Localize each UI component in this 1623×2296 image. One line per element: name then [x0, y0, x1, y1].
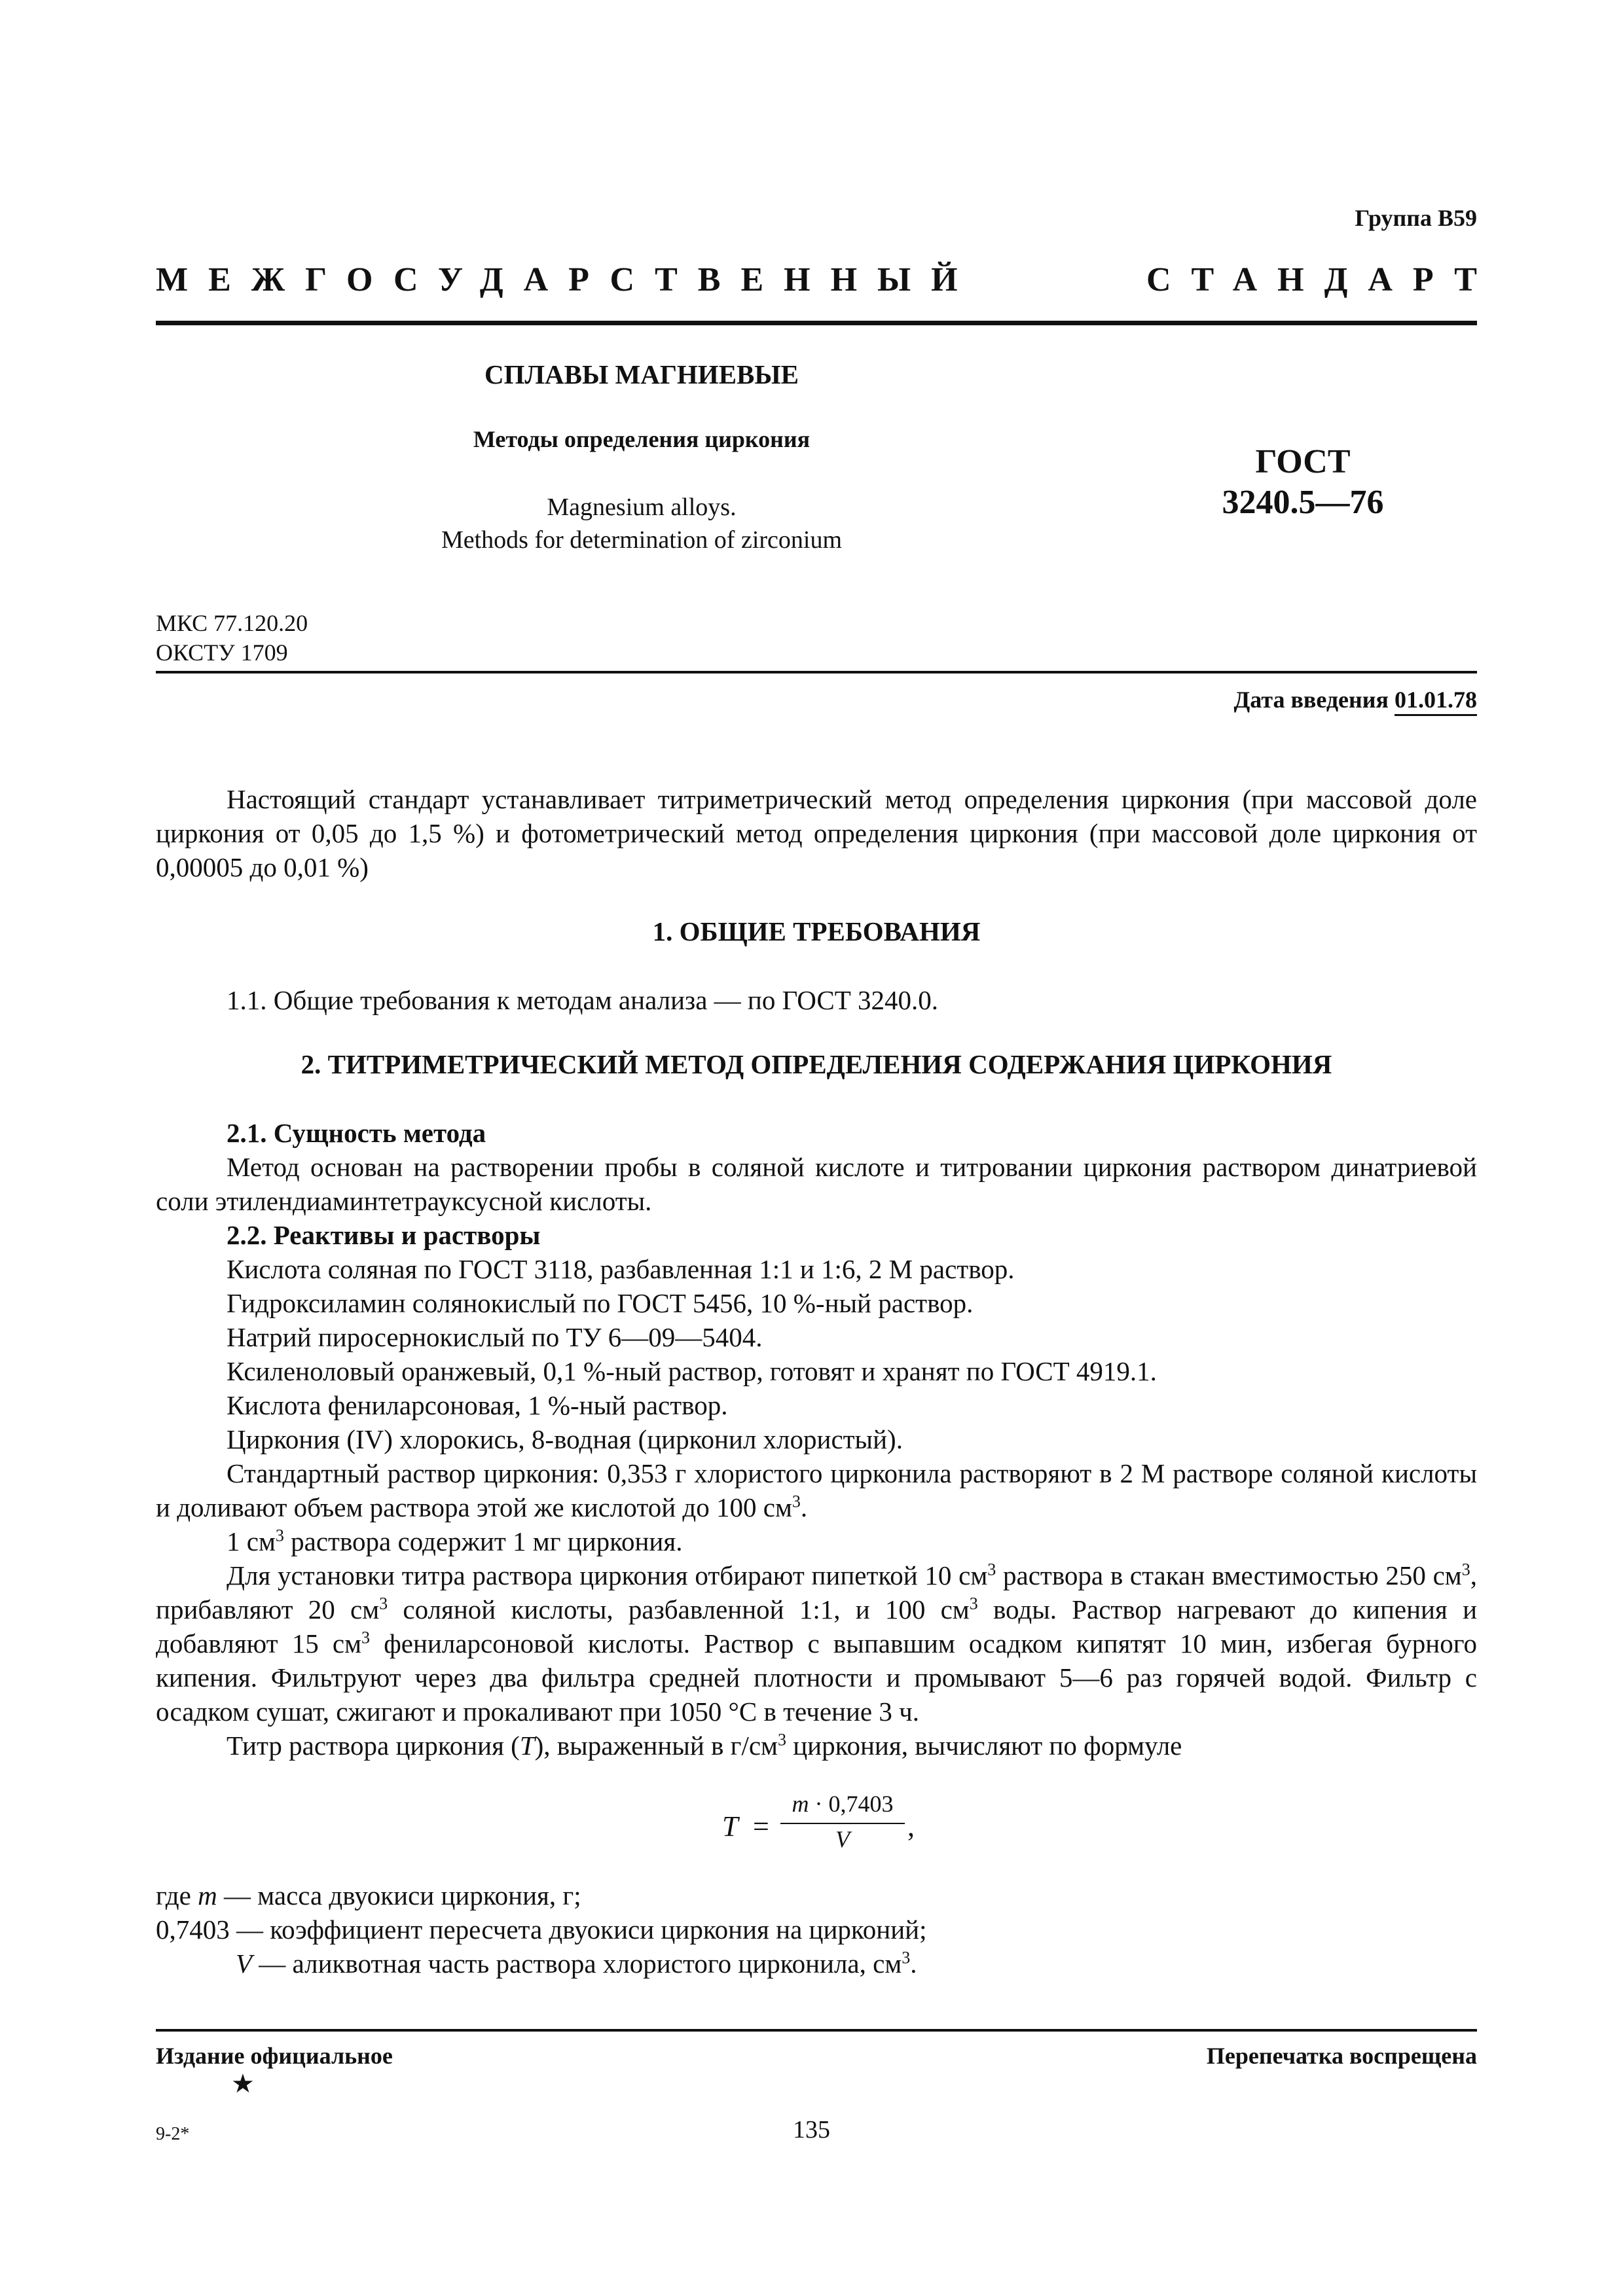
date-label: Дата введения: [1233, 687, 1389, 713]
reagent-item: Кислота соляная по ГОСТ 3118, разбавленная 1:1 и 1:6, 2 М раствор.: [227, 1254, 1015, 1284]
section-1-1: [156, 983, 1477, 1017]
legend-coefficient: 0,7403 — коэффициент пересчета двуокиси циркония на цирконий;: [156, 1914, 927, 1945]
star-icon: ★: [231, 2069, 255, 2098]
formula-comma: ,: [907, 1810, 915, 1842]
gost-number: [1172, 442, 1434, 523]
section-2-body: [156, 1116, 1477, 1763]
titre-formula: [0, 1790, 1623, 1862]
date-value: 01.01.78: [1395, 687, 1477, 713]
formula-numerator: m · 0,7403: [792, 1791, 894, 1817]
english-title-line1: Magnesium alloys.: [547, 493, 737, 521]
section-2-heading: 2. ТИТРИМЕТРИЧЕСКИЙ МЕТОД ОПРЕДЕЛЕНИЯ СОДЕРЖАНИЯ ЦИРКОНИЯ: [301, 1049, 1332, 1079]
reprint-prohibited: Перепечатка воспрещена: [1206, 2043, 1477, 2069]
reagent-item: Кислота фениларсоновая, 1 %-ный раствор.: [227, 1390, 728, 1420]
section-2-1-title: 2.1. Сущность метода: [227, 1118, 486, 1148]
titre-procedure: Для установки титра раствора циркония отбирают пипеткой 10 $см^3$ раствора в стакан вместимостью 250 $см^3$, прибавляют 20 $см^3$ соляной кислоты, разбавленной 1:1, и 100 $см^3$ воды. Раствор нагревают до кипения и добавляют 15 $см^3$ фениларсоновой кислоты. Раствор с выпавшим осадком кипятят 10 мин, избегая бурного кипения. Фильтруют через два фильтра средней плотности и промывают 5—6 раз горячей водой. Фильтр с осадком сушат, сжигают и прокаливают при 1050 °C в течение 3 ч.: [156, 1560, 1478, 1727]
standard-solution-content: 1 $см^3$ раствора содержит 1 мг циркония.: [227, 1526, 683, 1556]
fraction-bar: [780, 1823, 905, 1824]
standard-banner: [156, 260, 1497, 299]
group-code: Группа В59: [1355, 205, 1477, 231]
header-rule: [156, 321, 1477, 325]
reagent-item: Ксиленоловый оранжевый, 0,1 %-ный раствор, готовят и хранят по ГОСТ 4919.1.: [227, 1356, 1157, 1386]
doc-subtitle: Методы определения циркония: [473, 426, 811, 452]
formula-denominator: V: [835, 1826, 850, 1852]
standard-solution: Стандартный раствор циркония: 0,353 г хлористого цирконила растворяют в 2 М растворе соляной кислоты и доливают объем раствора этой же кислотой до 100 $см^3$.: [156, 1458, 1477, 1522]
calculation-intro: Титр раствора циркония (T), выраженный в $г/см^3$ циркония, вычисляют по формуле: [227, 1730, 1182, 1761]
gost-label: ГОСТ: [1255, 443, 1351, 480]
banner-standard: СТАНДАРТ: [1146, 261, 1497, 298]
official-edition: Издание официальное: [156, 2043, 393, 2069]
section-2-1-text: Метод основан на растворении пробы в соляной кислоте и титровании циркония раствором динатриевой соли этилендиаминтетрауксусной кислоты.: [156, 1152, 1477, 1216]
english-title: [157, 491, 1126, 556]
formula-equals: =: [753, 1810, 769, 1842]
legend-v: V — аликвотная часть раствора хлористого цирконила, $см^3$.: [236, 1948, 917, 1979]
intro-paragraph: [156, 782, 1477, 884]
formula-legend: [156, 1878, 1477, 1981]
formula-lhs: T: [722, 1810, 739, 1842]
footer-rule: [156, 2029, 1477, 2032]
reagent-item: Циркония (IV) хлорокись, 8-водная (цирконил хлористый).: [227, 1424, 903, 1454]
effective-date: [1234, 686, 1478, 713]
banner-interstate: МЕЖГОСУДАРСТВЕННЫЙ: [156, 261, 978, 298]
gost-code: 3240.5—76: [1222, 484, 1384, 521]
page-number: 135: [793, 2116, 830, 2144]
codes-rule: [156, 671, 1477, 673]
mks-code: МКС 77.120.20: [156, 610, 308, 636]
reagent-item: Гидроксиламин солянокислый по ГОСТ 5456, 10 %-ный раствор.: [227, 1288, 974, 1318]
intro-text: Настоящий стандарт устанавливает титриметрический метод определения циркония (при массовой доле циркония от 0,05 до 1,5 %) и фотометрический метод определения циркония (при массовой доле циркония от 0,00005 до 0,01 %): [156, 784, 1477, 882]
okstu-code: ОКСТУ 1709: [156, 639, 288, 666]
section-2-2-title: 2.2. Реактивы и растворы: [227, 1220, 541, 1250]
reagent-item: Натрий пиросернокислый по ТУ 6—09—5404.: [227, 1322, 763, 1352]
doc-title: СПЛАВЫ МАГНИЕВЫЕ: [484, 359, 799, 389]
section-1-1-text: 1.1. Общие требования к методам анализа — по ГОСТ 3240.0.: [227, 985, 939, 1015]
legend-m: где m — масса двуокиси циркония, г;: [156, 1880, 581, 1910]
english-title-line2: Methods for determination of zirconium: [441, 526, 843, 554]
printer-signature: 9-2*: [156, 2124, 190, 2144]
classification-codes: [156, 609, 308, 668]
section-1-heading: 1. ОБЩИЕ ТРЕБОВАНИЯ: [652, 916, 981, 946]
